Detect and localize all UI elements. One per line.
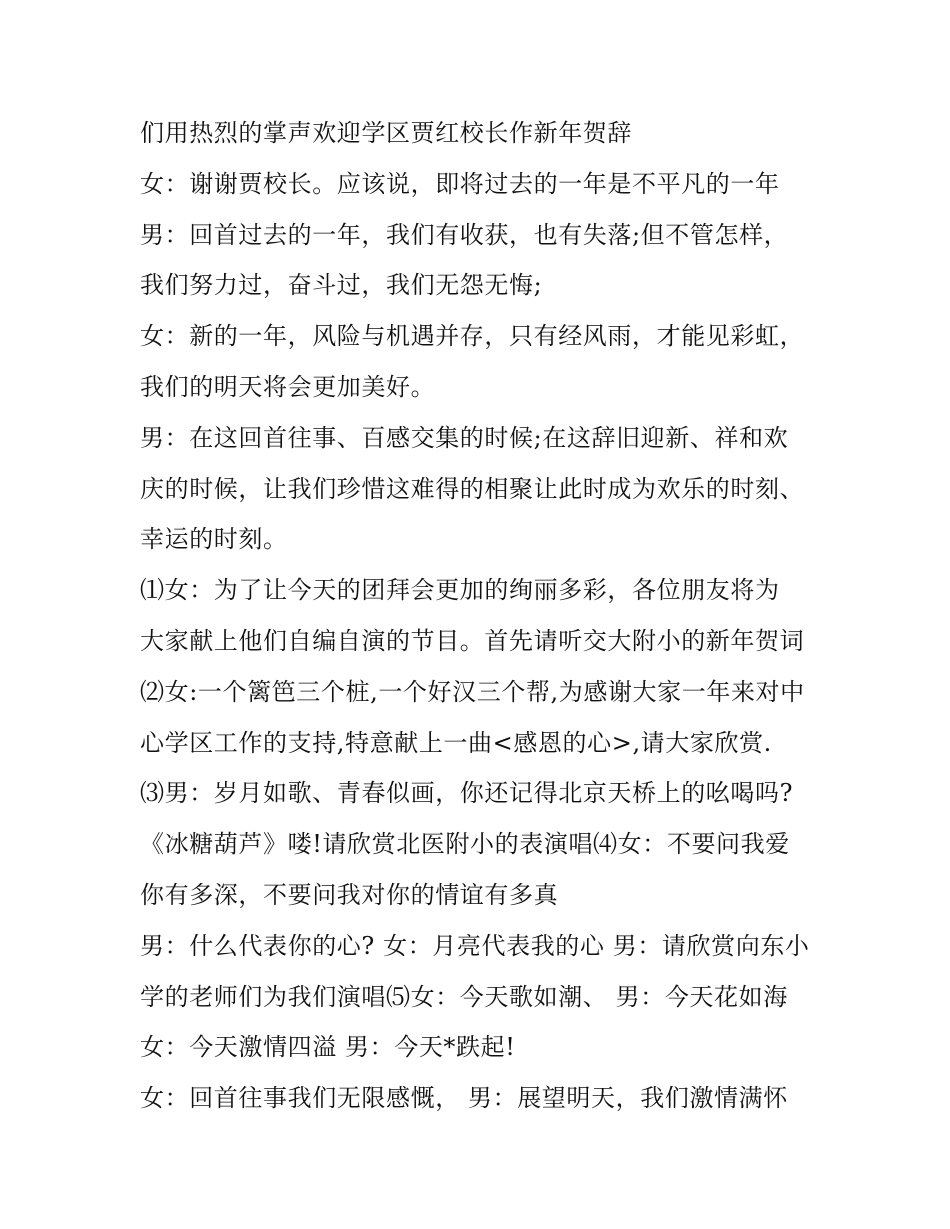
text-line: 女：新的一年，风险与机遇并存，只有经风雨，才能见彩虹， [140, 322, 805, 351]
document-body [140, 108, 830, 1124]
text-line: 女：谢谢贾校长。应该说，即将过去的一年是不平凡的一年 [140, 169, 780, 198]
text-line: 女：回首往事我们无限感慨， 男：展望明天，我们激情满怀 [140, 1084, 788, 1113]
text-line: 幸运的时刻。 [140, 525, 288, 554]
text-line: 学的老师们为我们演唱⑸女：今天歌如潮、 男：今天花如海 [140, 982, 788, 1011]
text-line: 《冰糖葫芦》喽!请欣赏北医附小的表演唱⑷女：不要问我爱 [140, 830, 790, 859]
text-line: 男：什么代表你的心? 女：月亮代表我的心 男：请欣赏向东小 [140, 931, 810, 960]
text-line: 男：在这回首往事、百感交集的时候;在这辞旧迎新、祥和欢 [140, 423, 789, 452]
text-line: 我们的明天将会更加美好。 [140, 372, 436, 401]
text-line: ⑶男：岁月如歌、青春似画，你还记得北京天桥上的吆喝吗? [140, 779, 794, 808]
text-line: 你有多深，不要问我对你的情谊有多真 [140, 880, 559, 909]
text-line: ⑵女:一个篱笆三个桩,一个好汉三个帮,为感谢大家一年来对中 [140, 677, 805, 706]
text-line: 们用热烈的掌声欢迎学区贾红校长作新年贺辞 [140, 119, 632, 147]
text-line: 庆的时候，让我们珍惜这难得的相聚让此时成为欢乐的时刻、 [140, 474, 805, 503]
text-line: 心学区工作的支持,特意献上一曲<感恩的心>,请大家欣赏. [140, 728, 772, 757]
text-line: 大家献上他们自编自演的节目。首先请听交大附小的新年贺词 [140, 626, 805, 655]
text-line: 我们努力过，奋斗过，我们无怨无悔; [140, 271, 543, 300]
text-line: 女：今天激情四溢 男：今天*跌起! [140, 1033, 516, 1062]
text-line: ⑴女：为了让今天的团拜会更加的绚丽多彩，各位朋友将为 [140, 576, 780, 605]
text-line: 男：回首过去的一年，我们有收获，也有失落;但不管怎样， [140, 220, 789, 249]
